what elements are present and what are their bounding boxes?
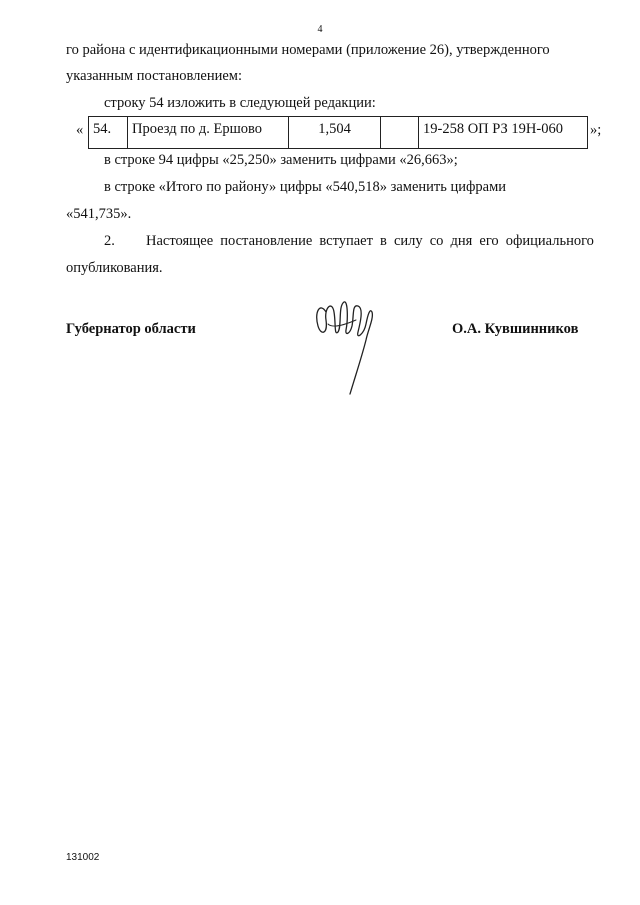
signatory-name: О.А. Кувшинников [452,321,579,337]
clause-word: Настоящее [146,233,214,249]
clause-word: в [380,233,387,249]
footer-code: 131002 [66,852,100,863]
instruction-text: строку 54 изложить в следующей редакции: [104,95,376,111]
cell-length: 1,504 [289,117,381,149]
clause-word: дня [450,233,473,249]
clause-word: со [429,233,444,249]
cell-road-name: Проезд по д. Ершово [128,117,289,149]
clause-word: его [479,233,499,249]
change-line-3: «541,735». [66,206,132,222]
intro-line-1 [66,41,586,59]
table-close-quote: »; [590,122,602,138]
signatory-position: Губернатор области [66,321,196,337]
clause-word: постановление [220,233,313,249]
handwritten-signature [312,290,382,400]
clause-number: 2. [104,233,115,249]
intro-text-1: го района с идентификационными номерами (приложение 26), утвержденного [66,42,550,58]
cell-empty [381,117,419,149]
page-number: 4 [317,24,323,35]
change-line-1: в строке 94 цифры «25,250» заменить цифрами «26,663»; [104,152,458,168]
clause-word: вступает [319,233,373,249]
change-line-2: в строке «Итого по району» цифры «540,518» заменить цифрами [104,179,507,195]
intro-line-2: указанным постановлением: [66,68,242,84]
clause-line-2: опубликования. [66,260,163,276]
cell-road-id: 19-258 ОП РЗ 19Н-060 [419,117,588,149]
cell-row-number: 54. [89,117,128,149]
clause-word: официального [505,233,594,249]
clause-line-1 [146,232,594,250]
table-row [89,117,588,149]
table-open-quote: « [76,122,84,138]
clause-word: силу [393,233,423,249]
amendment-table [88,116,588,149]
